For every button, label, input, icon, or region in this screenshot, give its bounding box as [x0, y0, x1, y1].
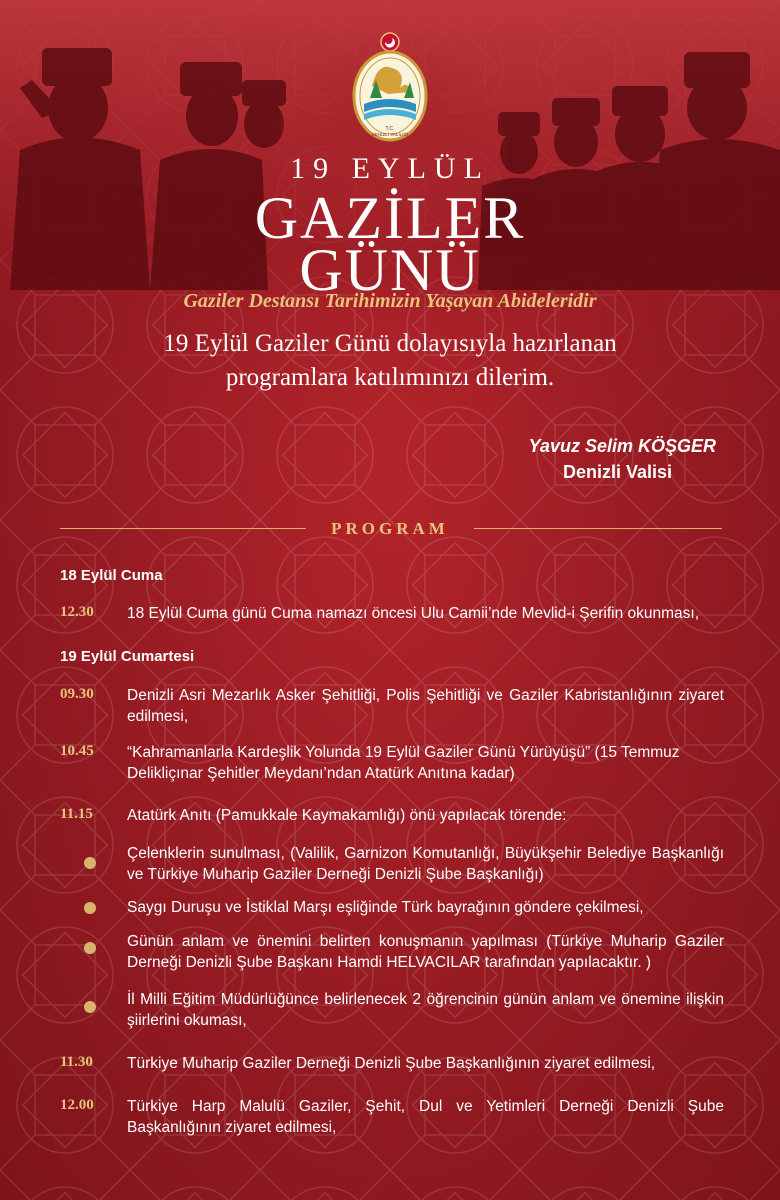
- program-heading: PROGRAM: [331, 519, 449, 538]
- ceremony-item: Günün anlam ve önemini belirten konuşmanın yapılması (Türkiye Muharip Gaziler Derneği Denizli Şube Başkanı Hamdi HELVACILAR tarafından yapılacaktır. ): [127, 933, 724, 971]
- message-line-1: 19 Eylül Gaziler Günü dolayısıyla hazırlanan: [163, 330, 617, 357]
- bullet-dot: [84, 1001, 96, 1013]
- entry-text: Atatürk Anıtı (Pamukkale Kaymakamlığı) önü yapılacak törende:: [127, 807, 567, 824]
- entry-time: 11.30: [60, 1054, 93, 1070]
- entry-text: 18 Eylül Cuma günü Cuma namazı öncesi Ulu Camii’nde Mevlid-i Şerifin okunması,: [127, 605, 700, 622]
- title-line-2: GÜNÜ: [299, 237, 481, 303]
- entry-text: “Kahramanlarla Kardeşlik Yolunda 19 Eylül Gaziler Günü Yürüyüşü” (15 Temmuz Delikliçınar Şehitler Meydanı’ndan Atatürk Anıtına kadar): [127, 744, 680, 782]
- day-heading-2: 19 Eylül Cumartesi: [60, 648, 195, 665]
- bullet-dot: [84, 902, 96, 914]
- entry-text: Türkiye Muharip Gaziler Derneği Denizli Şube Başkanlığının ziyaret edilmesi,: [127, 1055, 656, 1072]
- entry-time: 12.30: [60, 604, 94, 620]
- signature-title: Denizli Valisi: [562, 462, 672, 482]
- bullet-dot: [84, 942, 96, 954]
- day-heading-1: 18 Eylül Cuma: [60, 567, 163, 584]
- emblem-text-bottom: DENİZLİ VALİLİĞİ: [371, 132, 409, 137]
- program-divider-right: [474, 528, 722, 529]
- greeting-message: [0, 327, 780, 395]
- motto: Gaziler Destansı Tarihimizin Yaşayan Abideleridir: [183, 290, 597, 312]
- entry-time: 09.30: [60, 686, 94, 702]
- ceremony-item: Çelenklerin sunulması, (Valilik, Garnizon Komutanlığı, Büyükşehir Belediye Başkanlığı ve Türkiye Muharip Gaziler Derneği Denizli Şube Başkanlığı): [127, 845, 724, 883]
- bullet-dot: [84, 857, 96, 869]
- emblem-text-top: T.C.: [385, 126, 395, 132]
- ceremony-item: İl Milli Eğitim Müdürlüğünce belirlenecek 2 öğrencinin günün anlam ve önemine ilişkin şiirlerini okuması,: [127, 991, 724, 1029]
- message-line-2: programlara katılımınızı dilerim.: [225, 364, 555, 391]
- entry-text: Türkiye Harp Malulü Gaziler, Şehit, Dul ve Yetimleri Derneği Denizli Şube Başkanlığının ziyaret edilmesi,: [127, 1098, 724, 1136]
- ceremony-item: Saygı Duruşu ve İstiklal Marşı eşliğinde Türk bayrağının göndere çekilmesi,: [127, 899, 644, 916]
- signature-name: Yavuz Selim KÖŞGER: [528, 436, 716, 456]
- date-heading: 19 EYLÜL: [290, 152, 490, 185]
- entry-text: Denizli Asri Mezarlık Asker Şehitliği, Polis Şehitliği ve Gaziler Kabristanlığının ziyaret edilmesi,: [127, 687, 724, 725]
- governorship-emblem: [348, 32, 432, 144]
- title-line-1: GAZİLER: [254, 185, 526, 251]
- entry-time: 10.45: [60, 743, 94, 759]
- entry-time: 11.15: [60, 806, 93, 822]
- entry-time: 12.00: [60, 1097, 94, 1113]
